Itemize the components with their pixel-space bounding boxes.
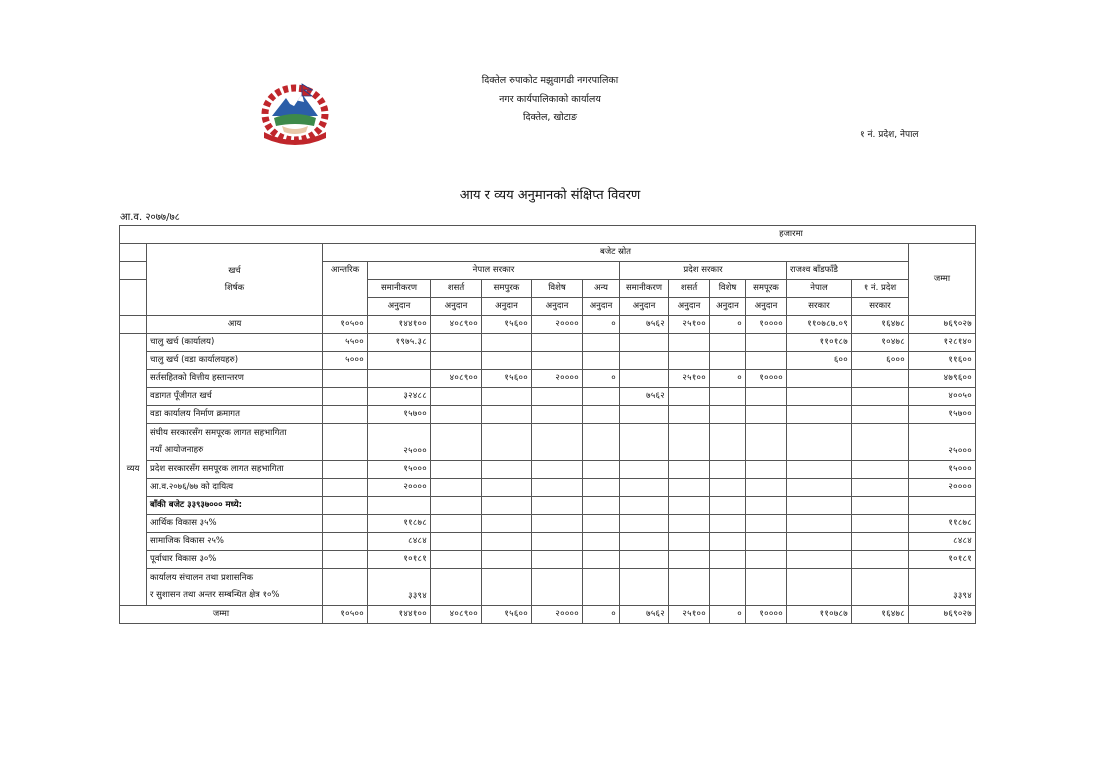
value-cell: ० (583, 370, 620, 388)
value-cell: २०००० (368, 479, 431, 497)
value-cell: २५००० (368, 424, 431, 461)
value-cell (787, 569, 852, 606)
value-cell (852, 515, 909, 533)
pg-equalization-header: समानीकरण (620, 280, 669, 298)
value-cell (532, 352, 583, 370)
value-cell: २५१०० (669, 316, 710, 334)
value-cell: १६४७८ (852, 606, 909, 624)
expense-row (120, 388, 976, 406)
expense-row (120, 424, 976, 461)
nepal-emblem-icon (256, 80, 334, 148)
value-cell (482, 515, 532, 533)
value-cell: १०१८१ (368, 551, 431, 569)
expense-row (120, 370, 976, 388)
heading-line1: खर्च (228, 265, 241, 276)
ng-complementary-header-2: अनुदान (482, 298, 532, 316)
value-cell (787, 461, 852, 479)
value-cell: ० (583, 606, 620, 624)
value-cell (323, 424, 368, 461)
value-cell: ११६०० (909, 352, 976, 370)
value-cell (482, 551, 532, 569)
value-cell (852, 497, 909, 515)
value-cell (746, 533, 787, 551)
value-cell (669, 352, 710, 370)
value-cell (746, 406, 787, 424)
value-cell: १५००० (909, 461, 976, 479)
row-label: चालु खर्च (वडा कार्यालयहरु) (147, 352, 323, 370)
value-cell: २०००० (532, 316, 583, 334)
value-cell: १०१८१ (909, 551, 976, 569)
expense-row (120, 533, 976, 551)
value-cell: २०००० (909, 479, 976, 497)
value-cell (620, 334, 669, 352)
value-cell (620, 497, 669, 515)
value-cell (532, 533, 583, 551)
ng-equalization-header-2: अनुदान (368, 298, 431, 316)
value-cell (482, 533, 532, 551)
value-cell (669, 424, 710, 461)
value-cell (482, 479, 532, 497)
value-cell: ३२४८८ (368, 388, 431, 406)
ng-complementary-header: समपुरक (482, 280, 532, 298)
expense-row (120, 334, 976, 352)
total-header: जम्मा (909, 244, 976, 316)
value-cell: ६०० (787, 352, 852, 370)
value-cell: ४००५० (909, 388, 976, 406)
value-cell (431, 479, 482, 497)
income-row (120, 316, 976, 334)
expense-row (120, 406, 976, 424)
row-label: आय (147, 316, 323, 334)
internal-header: आन्तरिक (323, 262, 368, 316)
value-cell: १२८१४० (909, 334, 976, 352)
office-name: नगर कार्यपालिकाको कार्यालय (499, 94, 601, 105)
value-cell (787, 497, 852, 515)
value-cell (620, 515, 669, 533)
value-cell (323, 479, 368, 497)
rs-nepal-header-2: सरकार (787, 298, 852, 316)
value-cell (532, 551, 583, 569)
value-cell (323, 515, 368, 533)
province-gov-header: प्रदेश सरकार (620, 262, 787, 280)
expense-label: व्यय (120, 334, 147, 606)
value-cell: २५००० (909, 424, 976, 461)
value-cell (532, 406, 583, 424)
value-cell: १५७०० (368, 406, 431, 424)
value-cell (746, 551, 787, 569)
value-cell (746, 497, 787, 515)
value-cell: ३३९४ (909, 569, 976, 606)
value-cell (710, 551, 746, 569)
value-cell (583, 388, 620, 406)
value-cell (482, 569, 532, 606)
rs-province-header: १ नं. प्रदेश (852, 280, 909, 298)
value-cell: १६४७८ (852, 316, 909, 334)
ng-special-header-2: अनुदान (532, 298, 583, 316)
value-cell (710, 461, 746, 479)
value-cell (323, 569, 368, 606)
value-cell (787, 406, 852, 424)
value-cell (620, 370, 669, 388)
value-cell (710, 334, 746, 352)
value-cell: २०००० (532, 370, 583, 388)
value-cell (583, 461, 620, 479)
value-cell: २०००० (532, 606, 583, 624)
value-cell: १०५०० (323, 606, 368, 624)
value-cell (532, 497, 583, 515)
value-cell: १५७०० (909, 406, 976, 424)
value-cell: ५००० (323, 352, 368, 370)
value-cell (431, 551, 482, 569)
nepal-gov-header: नेपाल सरकार (368, 262, 620, 280)
value-cell (532, 515, 583, 533)
value-cell: ७५६२ (620, 316, 669, 334)
value-cell (431, 424, 482, 461)
office-location: दिक्तेल, खोटाङ (522, 112, 578, 123)
value-cell (710, 533, 746, 551)
value-cell: १०५०० (323, 316, 368, 334)
value-cell: ८४८४ (368, 533, 431, 551)
value-cell (482, 388, 532, 406)
empty-cell (120, 316, 147, 334)
row-label: सामाजिक विकास २५% (147, 533, 323, 551)
value-cell: ६००० (852, 352, 909, 370)
value-cell (583, 352, 620, 370)
expense-row (120, 569, 976, 606)
row-label-line: संघीय सरकारसँग समपूरक लागत सहभागिता (150, 428, 287, 438)
value-cell (710, 406, 746, 424)
value-cell (532, 479, 583, 497)
budget-source-header: बजेट स्रोत (323, 244, 909, 262)
value-cell (482, 424, 532, 461)
value-cell: ० (710, 606, 746, 624)
value-cell: ४७९६०० (909, 370, 976, 388)
municipality-name: दिक्तेल रुपाकोट मझुवागढी नगरपालिका (481, 75, 619, 86)
value-cell (620, 406, 669, 424)
value-cell: ११८७८ (909, 515, 976, 533)
rs-nepal-header: नेपाल (787, 280, 852, 298)
value-cell (787, 370, 852, 388)
value-cell (710, 388, 746, 406)
value-cell (482, 497, 532, 515)
value-cell (787, 551, 852, 569)
value-cell: १०००० (746, 316, 787, 334)
row-label-line: नयाँ आयोजनाहरु (150, 445, 204, 455)
value-cell (746, 388, 787, 406)
value-cell (669, 406, 710, 424)
value-cell (669, 515, 710, 533)
value-cell (431, 515, 482, 533)
value-cell: ८४८४ (909, 533, 976, 551)
ng-special-header: विशेष (532, 280, 583, 298)
value-cell (431, 352, 482, 370)
value-cell: १०००० (746, 606, 787, 624)
empty-cell (120, 280, 147, 316)
value-cell (620, 352, 669, 370)
expense-row (120, 479, 976, 497)
row-label: वडा कार्यालय निर्माण क्रमागत (147, 406, 323, 424)
value-cell (746, 352, 787, 370)
expense-row (120, 515, 976, 533)
value-cell (323, 461, 368, 479)
row-label: आ.व.२०७६/७७ को दायित्व (147, 479, 323, 497)
value-cell: २५१०० (669, 606, 710, 624)
heading-cell (147, 244, 323, 316)
value-cell (787, 424, 852, 461)
value-cell (746, 515, 787, 533)
value-cell (710, 352, 746, 370)
value-cell (583, 551, 620, 569)
value-cell (669, 551, 710, 569)
value-cell (669, 334, 710, 352)
value-cell (532, 461, 583, 479)
row-label: बाँकी बजेट ३३९३७००० मध्ये: (147, 497, 323, 515)
value-cell (852, 424, 909, 461)
expense-row (120, 352, 976, 370)
ng-other-header-2: अनुदान (583, 298, 620, 316)
value-cell (583, 497, 620, 515)
value-cell (669, 479, 710, 497)
value-cell (909, 497, 976, 515)
value-cell (852, 533, 909, 551)
budget-summary-table (119, 225, 976, 624)
value-cell: ४०८९०० (431, 316, 482, 334)
value-cell (482, 352, 532, 370)
value-cell (583, 334, 620, 352)
value-cell: ४०८९०० (431, 606, 482, 624)
value-cell (368, 370, 431, 388)
document-title: आय र व्यय अनुमानको संक्षिप्त विवरण (459, 188, 641, 203)
value-cell (583, 533, 620, 551)
value-cell (852, 388, 909, 406)
value-cell (532, 388, 583, 406)
value-cell (323, 406, 368, 424)
value-cell (746, 569, 787, 606)
value-cell (368, 352, 431, 370)
value-cell: १५६०० (482, 606, 532, 624)
value-cell (431, 569, 482, 606)
ng-other-header: अन्य (583, 280, 620, 298)
value-cell (323, 388, 368, 406)
value-cell: ० (710, 316, 746, 334)
row-label-line: कार्यालय संचालन तथा प्रशासनिक (150, 573, 253, 583)
expense-row (120, 551, 976, 569)
row-label: प्रदेश सरकारसँग समपूरक लागत सहभागिता (147, 461, 323, 479)
value-cell: १५६०० (482, 370, 532, 388)
value-cell (746, 424, 787, 461)
value-cell (583, 479, 620, 497)
value-cell: ११०७८७ (787, 606, 852, 624)
value-cell (669, 388, 710, 406)
value-cell (431, 461, 482, 479)
value-cell (620, 533, 669, 551)
pg-conditional-header-2: अनुदान (669, 298, 710, 316)
value-cell: ७६९०२७ (909, 606, 976, 624)
ng-conditional-header-2: अनुदान (431, 298, 482, 316)
value-cell (787, 388, 852, 406)
value-cell: १०००० (746, 370, 787, 388)
value-cell (669, 461, 710, 479)
value-cell (583, 569, 620, 606)
value-cell (787, 533, 852, 551)
value-cell: १५००० (368, 461, 431, 479)
row-label (147, 424, 323, 461)
value-cell (852, 461, 909, 479)
value-cell: ४०८९०० (431, 370, 482, 388)
value-cell (532, 424, 583, 461)
value-cell (583, 424, 620, 461)
row-label: पूर्वाधार विकास ३०% (147, 551, 323, 569)
ng-equalization-header: समानीकरण (368, 280, 431, 298)
value-cell (852, 551, 909, 569)
rs-province-header-2: सरकार (852, 298, 909, 316)
value-cell (669, 533, 710, 551)
value-cell (852, 406, 909, 424)
value-cell: ७५६२ (620, 388, 669, 406)
value-cell (323, 497, 368, 515)
revenue-sharing-header: राजश्व बाँडफाँडै (787, 262, 909, 280)
empty-cell (120, 244, 147, 262)
row-label: आर्थिक विकास ३५% (147, 515, 323, 533)
pg-conditional-header: शसर्त (669, 280, 710, 298)
value-cell (431, 406, 482, 424)
value-cell (746, 461, 787, 479)
pg-equalization-header-2: अनुदान (620, 298, 669, 316)
value-cell (431, 334, 482, 352)
value-cell (787, 515, 852, 533)
value-cell: १९७५.३८ (368, 334, 431, 352)
unit-label: हजारमा (120, 226, 976, 244)
pg-special-header: विशेष (710, 280, 746, 298)
pg-special-header-2: अनुदान (710, 298, 746, 316)
unit-row (120, 226, 976, 244)
value-cell (323, 370, 368, 388)
value-cell (710, 515, 746, 533)
row-label: वडागत पूँजीगत खर्च (147, 388, 323, 406)
value-cell: ७५६२ (620, 606, 669, 624)
value-cell (852, 370, 909, 388)
row-label: चालु खर्च (कार्यालय) (147, 334, 323, 352)
value-cell: १४४१०० (368, 316, 431, 334)
value-cell (852, 479, 909, 497)
value-cell: ७६९०२७ (909, 316, 976, 334)
value-cell (710, 569, 746, 606)
value-cell (431, 388, 482, 406)
value-cell (710, 424, 746, 461)
value-cell (532, 334, 583, 352)
row-label: जम्मा (120, 606, 323, 624)
value-cell: ११०१८७ (787, 334, 852, 352)
row-label (147, 569, 323, 606)
row-label: सर्तसहितको वित्तीय हस्तान्तरण (147, 370, 323, 388)
value-cell: १४४१०० (368, 606, 431, 624)
value-cell (368, 497, 431, 515)
fiscal-year: आ.व. २०७७/७८ (120, 212, 180, 223)
value-cell: १०४७८ (852, 334, 909, 352)
value-cell (482, 334, 532, 352)
value-cell (583, 406, 620, 424)
value-cell (787, 479, 852, 497)
value-cell (852, 569, 909, 606)
value-cell (583, 515, 620, 533)
province-label: १ नं. प्रदेश, नेपाल (860, 130, 919, 140)
value-cell: ० (710, 370, 746, 388)
value-cell: ३३९४ (368, 569, 431, 606)
value-cell (669, 497, 710, 515)
ng-conditional-header: शसर्त (431, 280, 482, 298)
value-cell (482, 461, 532, 479)
value-cell (323, 533, 368, 551)
row-label-line: र सुशासन तथा अन्तर सम्बन्धित क्षेत्र १०% (150, 590, 280, 600)
value-cell: ११०७८७.०९ (787, 316, 852, 334)
value-cell (532, 569, 583, 606)
value-cell (620, 479, 669, 497)
value-cell (620, 461, 669, 479)
value-cell (746, 479, 787, 497)
empty-cell (120, 262, 147, 280)
value-cell: १५६०० (482, 316, 532, 334)
value-cell (620, 569, 669, 606)
expense-row (120, 497, 976, 515)
value-cell (431, 497, 482, 515)
value-cell (710, 497, 746, 515)
value-cell: ५५०० (323, 334, 368, 352)
value-cell (431, 533, 482, 551)
value-cell (323, 551, 368, 569)
value-cell (746, 334, 787, 352)
value-cell: ० (583, 316, 620, 334)
value-cell (620, 424, 669, 461)
value-cell (482, 406, 532, 424)
value-cell (620, 551, 669, 569)
heading-line2: शिर्षक (224, 282, 245, 293)
value-cell (710, 479, 746, 497)
value-cell (669, 569, 710, 606)
total-row (120, 606, 976, 624)
value-cell: २५१०० (669, 370, 710, 388)
budget-source-row (120, 244, 976, 262)
value-cell: ११८७८ (368, 515, 431, 533)
pg-complementary-header-2: अनुदान (746, 298, 787, 316)
pg-complementary-header: समपूरक (746, 280, 787, 298)
expense-row (120, 461, 976, 479)
